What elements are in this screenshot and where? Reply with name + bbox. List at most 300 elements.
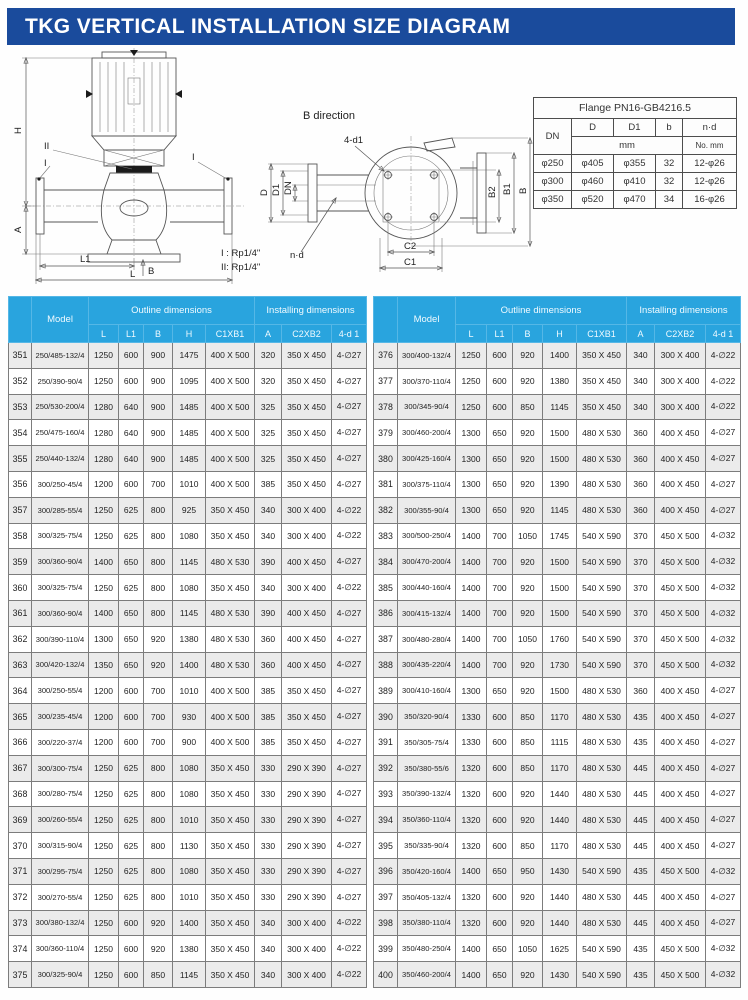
dim-b-cell: 920 <box>513 962 543 988</box>
dim-l1-cell: 600 <box>119 936 144 962</box>
table-row <box>9 858 367 884</box>
table-row <box>534 155 737 173</box>
dim-label-c1: C1 <box>404 257 417 268</box>
dim-b-cell: 920 <box>513 575 543 601</box>
dim-c1xb1-cell: 400 X 500 <box>206 729 255 755</box>
dim-c2xb2-cell: 350 X 450 <box>282 343 332 369</box>
dim-l1-cell: 600 <box>487 729 513 755</box>
row-number-cell: 377 <box>374 368 398 394</box>
dim-c1xb1-cell: 540 X 590 <box>577 600 627 626</box>
dim-l-cell: 1300 <box>456 497 487 523</box>
model-cell: 350/305-75/4 <box>398 729 456 755</box>
dim-b-cell: 850 <box>513 394 543 420</box>
model-cell: 350/320-90/4 <box>398 704 456 730</box>
table-row <box>374 910 741 936</box>
dim-c2xb2-cell: 400 X 450 <box>655 910 706 936</box>
flange-d1-cell: φ355 <box>614 155 656 173</box>
dim-l-cell: 1400 <box>456 626 487 652</box>
dim-b-cell: 1050 <box>513 626 543 652</box>
dim-h-cell: 1080 <box>173 781 206 807</box>
dim-l-cell: 1250 <box>89 781 119 807</box>
table-row <box>374 678 741 704</box>
col-model: Model <box>398 297 456 343</box>
row-number-cell: 388 <box>374 652 398 678</box>
dim-c1xb1-cell: 540 X 590 <box>577 858 627 884</box>
dim-a-cell: 330 <box>255 858 282 884</box>
dim-4d1-cell: 4-∅27 <box>332 833 367 859</box>
row-number-cell: 371 <box>9 858 32 884</box>
dim-l-cell: 1400 <box>456 523 487 549</box>
dim-4d1-cell: 4-∅32 <box>706 549 741 575</box>
model-cell: 300/260-55/4 <box>32 807 89 833</box>
dim-4d1-cell: 4-∅27 <box>706 704 741 730</box>
model-cell: 300/300-75/4 <box>32 755 89 781</box>
table-row <box>374 626 741 652</box>
dim-c2xb2-cell: 400 X 450 <box>655 497 706 523</box>
row-number-cell: 390 <box>374 704 398 730</box>
dim-c2xb2-cell: 400 X 450 <box>655 755 706 781</box>
table-row <box>9 471 367 497</box>
table-row <box>374 652 741 678</box>
dim-l-cell: 1250 <box>89 497 119 523</box>
dim-c2xb2-cell: 400 X 450 <box>655 678 706 704</box>
dim-h-cell: 1010 <box>173 471 206 497</box>
row-number-cell: 353 <box>9 394 32 420</box>
model-cell: 350/360-110/4 <box>398 807 456 833</box>
dim-4d1-cell: 4-∅27 <box>706 497 741 523</box>
dim-h-cell: 1390 <box>543 471 577 497</box>
dim-c2xb2-cell: 400 X 450 <box>655 884 706 910</box>
dim-a-cell: 445 <box>627 781 655 807</box>
row-number-cell: 352 <box>9 368 32 394</box>
dim-c2xb2-cell: 450 X 500 <box>655 523 706 549</box>
dim-4d1-cell: 4-∅27 <box>706 420 741 446</box>
dim-c1xb1-cell: 350 X 450 <box>206 781 255 807</box>
table-row <box>9 368 367 394</box>
dim-l-cell: 1250 <box>89 962 119 988</box>
dim-label-b1: B1 <box>502 183 513 195</box>
dim-h-cell: 1095 <box>173 368 206 394</box>
dim-l1-cell: 700 <box>487 575 513 601</box>
dim-c1xb1-cell: 480 X 530 <box>577 420 627 446</box>
dim-4d1-cell: 4-∅27 <box>706 678 741 704</box>
model-cell: 250/390-90/4 <box>32 368 89 394</box>
dim-h-cell: 1485 <box>173 394 206 420</box>
dim-c2xb2-cell: 350 X 450 <box>282 678 332 704</box>
dim-h-cell: 1500 <box>543 446 577 472</box>
dim-c1xb1-cell: 480 X 530 <box>577 678 627 704</box>
dim-a-cell: 360 <box>627 678 655 704</box>
dim-a-cell: 330 <box>255 807 282 833</box>
view-arrow-label-b: B <box>148 266 155 277</box>
table-row <box>9 420 367 446</box>
dim-l1-cell: 650 <box>487 471 513 497</box>
dim-l1-cell: 600 <box>487 910 513 936</box>
flange-d1-cell: φ410 <box>614 173 656 191</box>
model-cell: 300/380-132/4 <box>32 910 89 936</box>
dim-h-cell: 1400 <box>173 652 206 678</box>
dim-c2xb2-cell: 300 X 400 <box>282 497 332 523</box>
model-cell: 300/295-75/4 <box>32 858 89 884</box>
dim-a-cell: 360 <box>255 626 282 652</box>
dim-c2xb2-cell: 300 X 400 <box>282 910 332 936</box>
dim-h-cell: 1130 <box>173 833 206 859</box>
table-row <box>374 962 741 988</box>
flange-dn-cell: φ250 <box>534 155 572 173</box>
dim-c1xb1-cell: 540 X 590 <box>577 962 627 988</box>
col-h: H <box>173 325 206 343</box>
dim-h-cell: 1760 <box>543 626 577 652</box>
table-row <box>9 910 367 936</box>
model-cell: 300/315-90/4 <box>32 833 89 859</box>
dim-4d1-cell: 4-∅32 <box>706 523 741 549</box>
dim-h-cell: 1010 <box>173 884 206 910</box>
dim-c2xb2-cell: 400 X 450 <box>655 781 706 807</box>
dim-a-cell: 340 <box>255 497 282 523</box>
table-row <box>534 191 737 209</box>
dim-l1-cell: 650 <box>487 858 513 884</box>
model-cell: 300/435-220/4 <box>398 652 456 678</box>
dim-l-cell: 1320 <box>456 755 487 781</box>
dim-h-cell: 1485 <box>173 446 206 472</box>
dim-h-cell: 1080 <box>173 755 206 781</box>
dim-h-cell: 1145 <box>173 549 206 575</box>
model-cell: 300/325-75/4 <box>32 575 89 601</box>
dim-4d1-cell: 4-∅27 <box>332 549 367 575</box>
row-number-cell: 372 <box>9 884 32 910</box>
col-c2xb2: C2XB2 <box>655 325 706 343</box>
table-row <box>374 446 741 472</box>
dim-h-cell: 1010 <box>173 807 206 833</box>
dim-a-cell: 445 <box>627 884 655 910</box>
dim-b-cell: 920 <box>513 420 543 446</box>
dim-c2xb2-cell: 350 X 450 <box>282 729 332 755</box>
dim-a-cell: 435 <box>627 729 655 755</box>
model-cell: 350/405-132/4 <box>398 884 456 910</box>
dim-b-cell: 920 <box>513 446 543 472</box>
dim-c2xb2-cell: 400 X 450 <box>655 471 706 497</box>
dim-l1-cell: 600 <box>487 833 513 859</box>
dim-l1-cell: 625 <box>119 884 144 910</box>
dim-a-cell: 435 <box>627 936 655 962</box>
dim-l1-cell: 650 <box>487 678 513 704</box>
dim-l-cell: 1250 <box>89 755 119 781</box>
dim-label-a: A <box>13 226 24 233</box>
dim-b-cell: 1050 <box>513 936 543 962</box>
table-row <box>9 807 367 833</box>
dim-b-cell: 850 <box>144 962 173 988</box>
dim-c2xb2-cell: 300 X 400 <box>655 394 706 420</box>
dim-h-cell: 1380 <box>173 626 206 652</box>
dim-l1-cell: 600 <box>119 368 144 394</box>
row-number-cell: 393 <box>374 781 398 807</box>
model-cell: 300/280-75/4 <box>32 781 89 807</box>
dim-4d1-cell: 4-∅27 <box>332 600 367 626</box>
table-row <box>374 807 741 833</box>
dim-4d1-cell: 4-∅27 <box>332 678 367 704</box>
dim-l-cell: 1280 <box>89 420 119 446</box>
row-number-cell: 364 <box>9 678 32 704</box>
col-b: B <box>513 325 543 343</box>
dim-c2xb2-cell: 450 X 500 <box>655 652 706 678</box>
dim-l1-cell: 600 <box>119 962 144 988</box>
row-number-cell: 361 <box>9 600 32 626</box>
table-row <box>374 523 741 549</box>
dim-b-cell: 920 <box>513 910 543 936</box>
flange-unit-mm: mm <box>572 137 683 155</box>
dim-4d1-cell: 4-∅27 <box>706 833 741 859</box>
dim-b-cell: 800 <box>144 497 173 523</box>
dim-c1xb1-cell: 480 X 530 <box>206 652 255 678</box>
model-cell: 300/400-132/4 <box>398 343 456 369</box>
row-number-cell: 400 <box>374 962 398 988</box>
row-number-cell: 358 <box>9 523 32 549</box>
dim-l-cell: 1250 <box>89 884 119 910</box>
dim-b-cell: 900 <box>144 420 173 446</box>
dim-l-cell: 1250 <box>456 343 487 369</box>
dim-l-cell: 1250 <box>89 833 119 859</box>
dim-a-cell: 445 <box>627 807 655 833</box>
page-title: TKG VERTICAL INSTALLATION SIZE DIAGRAM <box>7 8 735 45</box>
dim-c1xb1-cell: 400 X 500 <box>206 420 255 446</box>
dim-c1xb1-cell: 350 X 450 <box>206 523 255 549</box>
dim-c1xb1-cell: 480 X 530 <box>206 626 255 652</box>
flange-nd-cell: 12-φ26 <box>683 173 737 191</box>
table-row <box>9 936 367 962</box>
model-cell: 250/530-200/4 <box>32 394 89 420</box>
dim-4d1-cell: 4-∅27 <box>706 471 741 497</box>
model-cell: 300/360-90/4 <box>32 549 89 575</box>
dim-label-b: B <box>518 187 529 194</box>
model-cell: 300/220-37/4 <box>32 729 89 755</box>
dim-a-cell: 390 <box>255 549 282 575</box>
flange-unit-nd: No. mm <box>683 137 737 155</box>
dim-4d1-cell: 4-∅27 <box>332 420 367 446</box>
dim-4d1-cell: 4-∅27 <box>706 884 741 910</box>
dim-4d1-cell: 4-∅27 <box>332 471 367 497</box>
dim-l1-cell: 625 <box>119 755 144 781</box>
dim-4d1-cell: 4-∅27 <box>706 781 741 807</box>
flange-dn-cell: φ350 <box>534 191 572 209</box>
dim-4d1-cell: 4-∅22 <box>332 962 367 988</box>
flange-d1-cell: φ470 <box>614 191 656 209</box>
dim-c2xb2-cell: 400 X 450 <box>655 729 706 755</box>
table-row <box>9 962 367 988</box>
dim-label-4d1: 4-d1 <box>344 135 364 146</box>
dim-a-cell: 330 <box>255 884 282 910</box>
dim-l1-cell: 625 <box>119 807 144 833</box>
table-row <box>9 704 367 730</box>
dim-h-cell: 1380 <box>543 368 577 394</box>
table-row <box>374 755 741 781</box>
dim-a-cell: 330 <box>255 755 282 781</box>
dim-label-l1: L1 <box>80 254 91 265</box>
dim-a-cell: 340 <box>627 394 655 420</box>
dim-a-cell: 445 <box>627 833 655 859</box>
dim-c1xb1-cell: 350 X 450 <box>206 833 255 859</box>
dim-4d1-cell: 4-∅27 <box>332 652 367 678</box>
dim-4d1-cell: 4-∅27 <box>332 807 367 833</box>
row-number-cell: 375 <box>9 962 32 988</box>
dim-l1-cell: 700 <box>487 523 513 549</box>
row-number-cell: 362 <box>9 626 32 652</box>
dim-l1-cell: 600 <box>119 704 144 730</box>
col-l1: L1 <box>119 325 144 343</box>
table-row <box>9 549 367 575</box>
dim-4d1-cell: 4-∅22 <box>706 368 741 394</box>
dim-h-cell: 1440 <box>543 807 577 833</box>
dim-h-cell: 1500 <box>543 420 577 446</box>
table-row <box>374 600 741 626</box>
table-row <box>9 343 367 369</box>
row-number-cell: 394 <box>374 807 398 833</box>
dim-b-cell: 800 <box>144 575 173 601</box>
model-cell: 250/485-132/4 <box>32 343 89 369</box>
dim-a-cell: 435 <box>627 962 655 988</box>
dim-l1-cell: 625 <box>119 781 144 807</box>
tap-label-ii: II <box>44 141 50 152</box>
dim-b-cell: 800 <box>144 807 173 833</box>
model-cell: 250/440-132/4 <box>32 446 89 472</box>
model-cell: 300/270-55/4 <box>32 884 89 910</box>
col-b: B <box>144 325 173 343</box>
dim-c1xb1-cell: 350 X 450 <box>577 368 627 394</box>
dim-c1xb1-cell: 540 X 590 <box>577 549 627 575</box>
dim-4d1-cell: 4-∅22 <box>332 575 367 601</box>
dim-l-cell: 1400 <box>456 936 487 962</box>
dim-l-cell: 1200 <box>89 678 119 704</box>
flange-b-cell: 32 <box>656 155 683 173</box>
dim-l-cell: 1400 <box>89 600 119 626</box>
dim-l1-cell: 600 <box>487 343 513 369</box>
dim-c2xb2-cell: 400 X 450 <box>655 446 706 472</box>
dim-c1xb1-cell: 400 X 500 <box>206 678 255 704</box>
row-number-cell: 376 <box>374 343 398 369</box>
flange-col-dn: DN <box>534 119 572 155</box>
dim-b-cell: 800 <box>144 833 173 859</box>
table-row <box>374 394 741 420</box>
dim-4d1-cell: 4-∅27 <box>706 910 741 936</box>
row-number-cell: 386 <box>374 600 398 626</box>
dim-b-cell: 850 <box>513 729 543 755</box>
dim-b-cell: 800 <box>144 755 173 781</box>
dim-4d1-cell: 4-∅22 <box>332 497 367 523</box>
dim-c2xb2-cell: 350 X 450 <box>282 420 332 446</box>
dim-c1xb1-cell: 480 X 530 <box>577 729 627 755</box>
dim-c1xb1-cell: 400 X 500 <box>206 394 255 420</box>
col-c2xb2: C2XB2 <box>282 325 332 343</box>
table-row <box>374 471 741 497</box>
dim-h-cell: 1500 <box>543 678 577 704</box>
dim-l1-cell: 700 <box>487 652 513 678</box>
dim-c1xb1-cell: 480 X 530 <box>577 704 627 730</box>
model-cell: 300/500-250/4 <box>398 523 456 549</box>
dim-a-cell: 435 <box>627 704 655 730</box>
dim-c2xb2-cell: 400 X 450 <box>282 652 332 678</box>
dim-l-cell: 1250 <box>456 394 487 420</box>
dim-l1-cell: 640 <box>119 394 144 420</box>
row-number-cell: 374 <box>9 936 32 962</box>
dim-l-cell: 1400 <box>456 652 487 678</box>
dim-c2xb2-cell: 290 X 390 <box>282 781 332 807</box>
model-cell: 350/380-55/6 <box>398 755 456 781</box>
dim-h-cell: 1380 <box>173 936 206 962</box>
dim-a-cell: 360 <box>627 420 655 446</box>
model-cell: 300/470-200/4 <box>398 549 456 575</box>
table-row <box>374 858 741 884</box>
table-row <box>9 755 367 781</box>
dim-4d1-cell: 4-∅27 <box>706 755 741 781</box>
dim-b-cell: 800 <box>144 781 173 807</box>
dim-a-cell: 385 <box>255 704 282 730</box>
dim-a-cell: 330 <box>255 833 282 859</box>
dim-l-cell: 1320 <box>456 910 487 936</box>
dim-c1xb1-cell: 480 X 530 <box>577 471 627 497</box>
dim-b-cell: 800 <box>144 884 173 910</box>
dim-c1xb1-cell: 400 X 500 <box>206 343 255 369</box>
dim-l1-cell: 650 <box>487 420 513 446</box>
dim-c1xb1-cell: 480 X 530 <box>577 446 627 472</box>
dim-l1-cell: 625 <box>119 523 144 549</box>
row-number-cell: 354 <box>9 420 32 446</box>
dim-c1xb1-cell: 350 X 450 <box>577 343 627 369</box>
dim-a-cell: 360 <box>255 652 282 678</box>
dim-c2xb2-cell: 450 X 500 <box>655 575 706 601</box>
model-cell: 300/425-160/4 <box>398 446 456 472</box>
col-h: H <box>543 325 577 343</box>
dim-a-cell: 320 <box>255 343 282 369</box>
row-number-cell: 391 <box>374 729 398 755</box>
dim-l-cell: 1250 <box>89 368 119 394</box>
dim-b-cell: 700 <box>144 471 173 497</box>
col-rownum-blank <box>374 297 398 343</box>
col-c1xb1: C1XB1 <box>206 325 255 343</box>
dim-c2xb2-cell: 290 X 390 <box>282 755 332 781</box>
dim-label-h: H <box>13 127 24 134</box>
dim-c1xb1-cell: 540 X 590 <box>577 652 627 678</box>
dim-b-cell: 900 <box>144 446 173 472</box>
dim-l-cell: 1200 <box>89 471 119 497</box>
dim-4d1-cell: 4-∅27 <box>332 781 367 807</box>
dim-a-cell: 325 <box>255 446 282 472</box>
dim-l-cell: 1330 <box>456 704 487 730</box>
model-cell: 350/420-160/4 <box>398 858 456 884</box>
dim-l-cell: 1400 <box>456 600 487 626</box>
dim-l-cell: 1350 <box>89 652 119 678</box>
dim-c1xb1-cell: 350 X 450 <box>206 497 255 523</box>
table-row <box>9 833 367 859</box>
table-row <box>9 600 367 626</box>
dim-b-cell: 700 <box>144 678 173 704</box>
dim-l-cell: 1250 <box>89 807 119 833</box>
dim-l-cell: 1300 <box>456 678 487 704</box>
tap-note-2: II: Rp1/4" <box>221 261 261 273</box>
row-number-cell: 383 <box>374 523 398 549</box>
dim-a-cell: 370 <box>627 626 655 652</box>
dim-l1-cell: 600 <box>487 884 513 910</box>
dim-c2xb2-cell: 300 X 400 <box>655 368 706 394</box>
dim-a-cell: 340 <box>255 962 282 988</box>
dim-l1-cell: 640 <box>119 420 144 446</box>
group-installing-dimensions: Installing dimensions <box>627 297 741 325</box>
table-row <box>374 884 741 910</box>
row-number-cell: 351 <box>9 343 32 369</box>
dim-c1xb1-cell: 350 X 450 <box>206 962 255 988</box>
flange-col-d: D <box>572 119 614 137</box>
dim-a-cell: 325 <box>255 420 282 446</box>
dim-h-cell: 1170 <box>543 755 577 781</box>
dim-h-cell: 1500 <box>543 600 577 626</box>
